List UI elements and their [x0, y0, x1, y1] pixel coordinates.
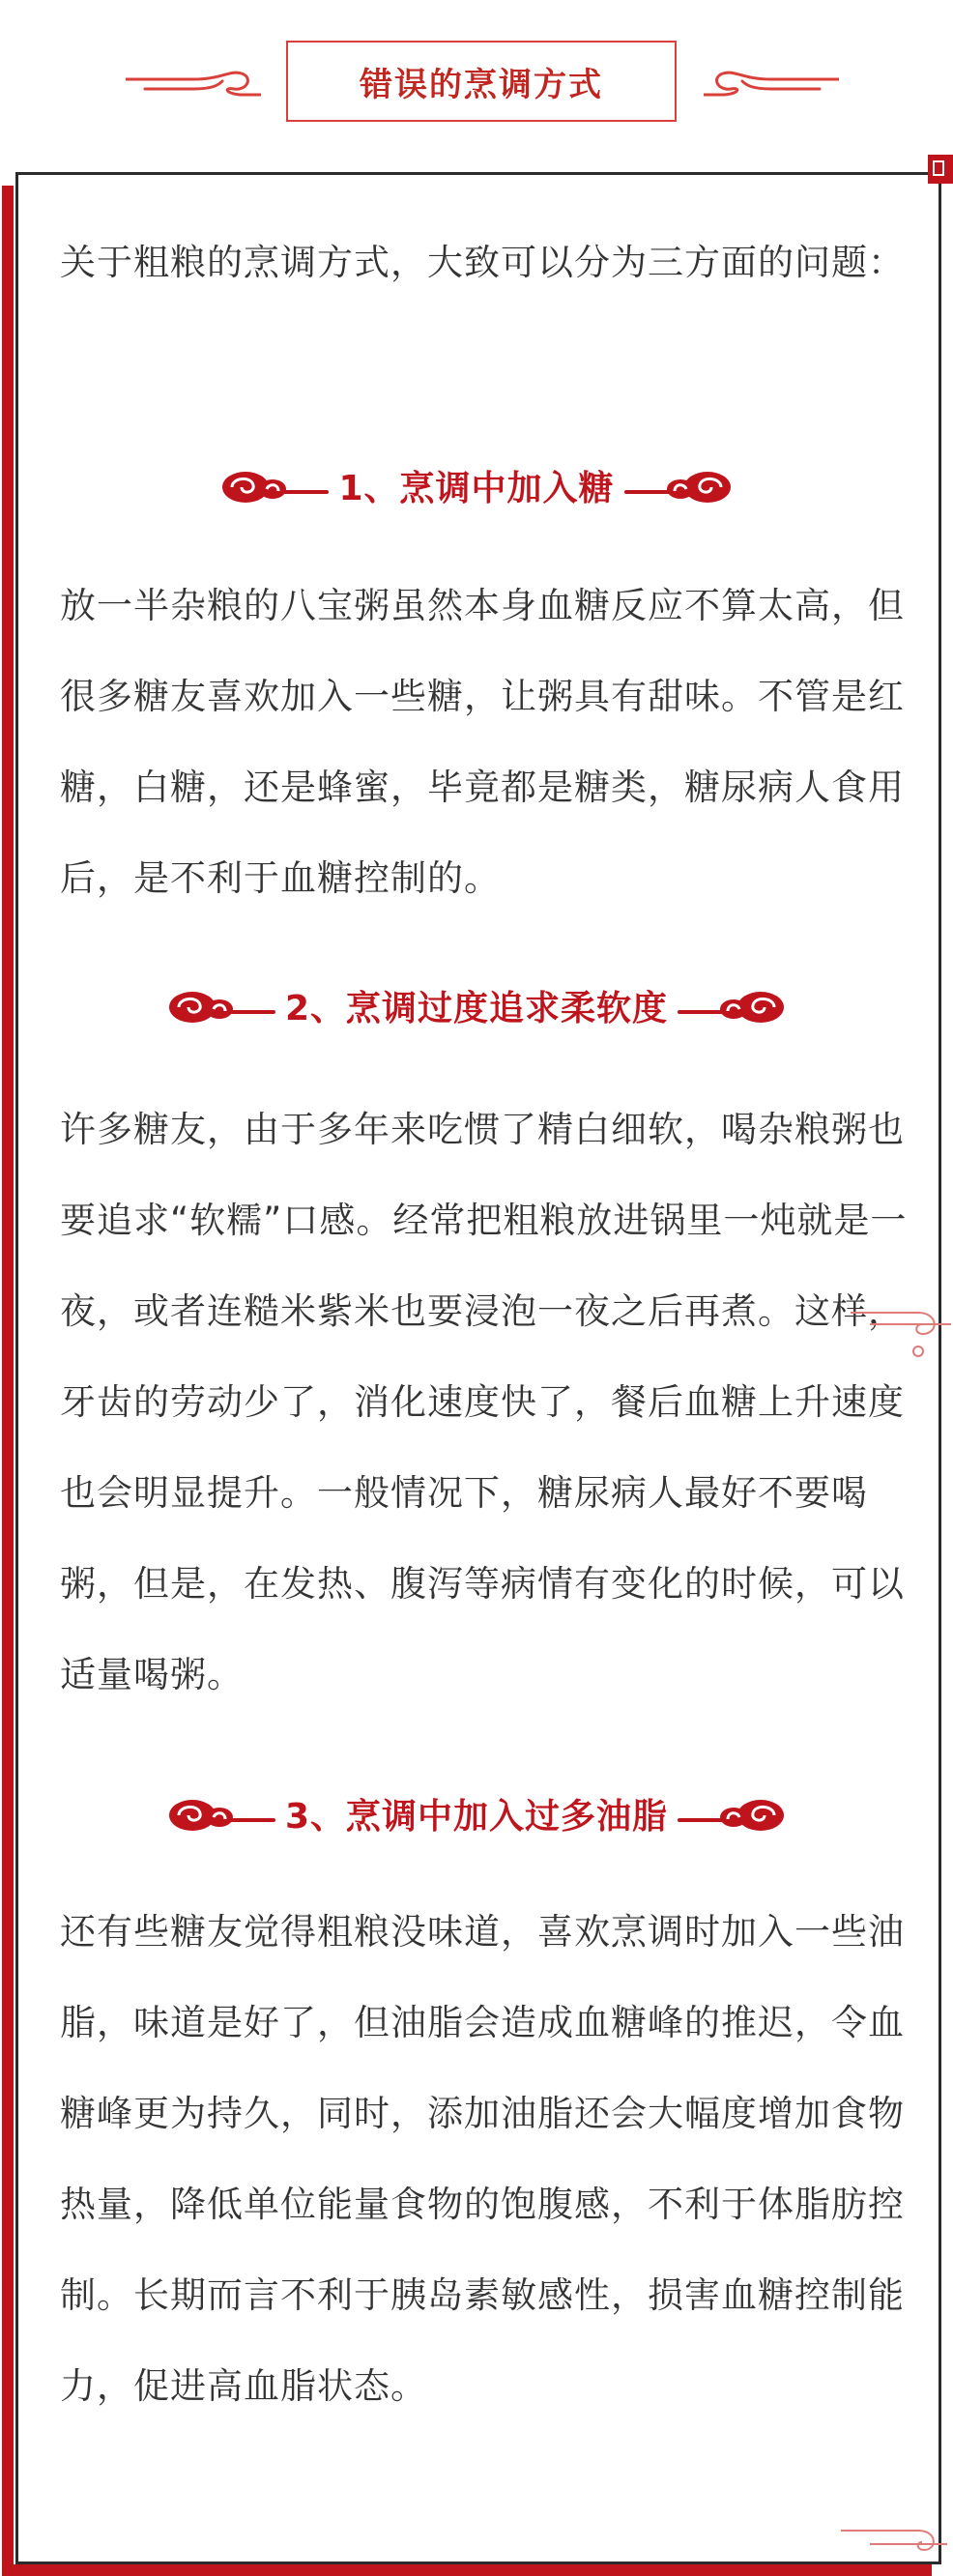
cloud-ornament-right-icon — [678, 984, 790, 1027]
corner-decoration — [928, 155, 953, 184]
cloud-ornament-right-icon — [624, 464, 736, 507]
section-heading-3-text: 3、烹调中加入过多油脂 — [284, 1796, 669, 1837]
scroll-ornament-icon — [851, 1293, 951, 1371]
cloud-ornament-left-icon — [163, 1792, 275, 1835]
cloud-ornament-right-icon — [678, 1792, 790, 1835]
section-2-paragraph: 许多糖友，由于多年来吃惯了精白细软，喝杂粮粥也要追求“软糯”口感。经常把粗粮放进锅里一炖就是一夜，或者连糙米紫米也要浸泡一夜之后再煮。这样，牙齿的劳动少了，消化速度快了，餐后血糖上升速度也会明显提升。一般情况下，糖尿病人最好不要喝粥，但是，在发热、腹泻等病情有变化的时候，可以适量喝粥。 — [60, 1109, 908, 1695]
title-right-ornament-icon — [704, 66, 839, 101]
intro-paragraph: 关于粗粮的烹调方式，大致可以分为三方面的问题： — [60, 242, 905, 283]
section-heading-2 — [0, 976, 953, 1034]
scroll-ornament-icon — [841, 2511, 947, 2569]
section-heading-2-text: 2、烹调过度追求柔软度 — [284, 988, 669, 1028]
title-box — [286, 41, 677, 122]
page-title: 错误的烹调方式 — [360, 65, 603, 104]
cloud-ornament-left-icon — [217, 464, 329, 507]
section-heading-3 — [0, 1784, 953, 1842]
cloud-ornament-left-icon — [163, 984, 275, 1027]
title-section — [0, 37, 953, 130]
title-left-ornament-icon — [126, 66, 261, 101]
section-1-paragraph: 放一半杂粮的八宝粥虽然本身血糖反应不算太高，但很多糖友喜欢加入一些糖，让粥具有甜味。不管是红糖，白糖，还是蜂蜜，毕竟都是糖类，糖尿病人食用后，是不利于血糖控制的。 — [60, 585, 905, 899]
section-3-paragraph: 还有些糖友觉得粗粮没味道，喜欢烹调时加入一些油脂，味道是好了，但油脂会造成血糖峰的推迟，令血糖峰更为持久，同时，添加油脂还会大幅度增加食物热量，降低单位能量食物的饱腹感，不利于体脂肪控制。长期而言不利于胰岛素敏感性，损害血糖控制能力，促进高血脂状态。 — [60, 1911, 905, 2407]
section-heading-1 — [0, 456, 953, 514]
section-heading-1-text: 1、烹调中加入糖 — [338, 468, 615, 508]
